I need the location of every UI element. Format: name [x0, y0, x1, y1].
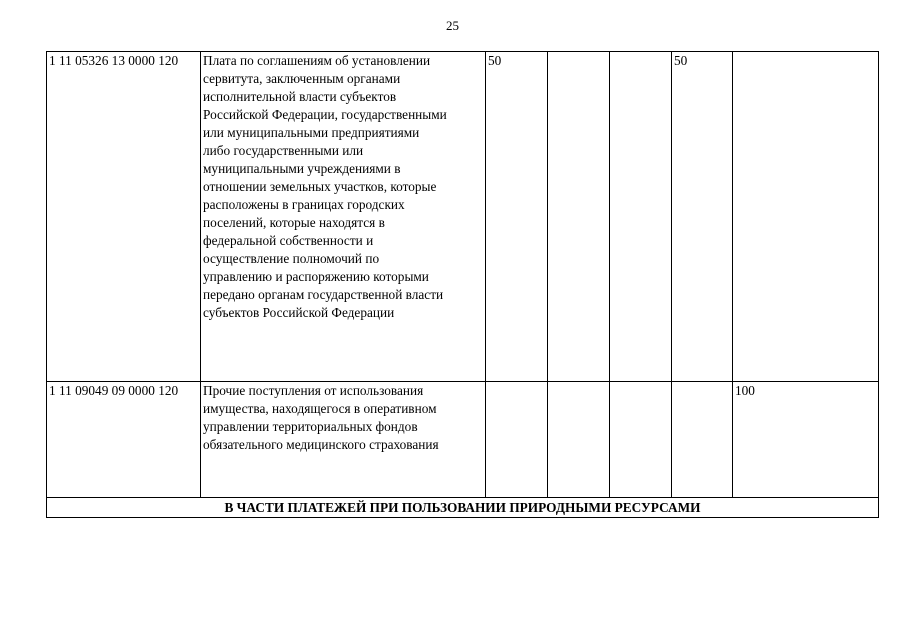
revenue-name-line: Российской Федерации, государственными: [203, 107, 447, 122]
budget-code-cell: 1 11 05326 13 0000 120: [47, 52, 201, 382]
value-cell: [548, 382, 610, 498]
revenue-name-line: управлению и распоряжению которыми: [203, 269, 429, 284]
value-cell: [548, 52, 610, 382]
value-cell: 100: [733, 382, 879, 498]
revenue-name-line: исполнительной власти субъектов: [203, 89, 397, 104]
value-cell: 50: [672, 52, 733, 382]
section-heading: В ЧАСТИ ПЛАТЕЖЕЙ ПРИ ПОЛЬЗОВАНИИ ПРИРОДНЫМИ РЕСУРСАМИ: [47, 498, 879, 518]
revenue-name-line: субъектов Российской Федерации: [203, 305, 395, 320]
budget-code-cell: 1 11 09049 09 0000 120: [47, 382, 201, 498]
revenue-name-line: федеральной собственности и: [203, 233, 374, 248]
revenue-name-line: управлении территориальных фондов: [203, 419, 418, 434]
revenue-name-line: расположены в границах городских: [203, 197, 405, 212]
revenue-name-line: Плата по соглашениям об установлении: [203, 53, 431, 68]
revenue-name-line: осуществление полномочий по: [203, 251, 380, 266]
revenue-name-line: отношении земельных участков, которые: [203, 179, 437, 194]
revenue-name-line: Прочие поступления от использования: [203, 383, 424, 398]
revenue-name-line: обязательного медицинского страхования: [203, 437, 439, 452]
value-cell: [733, 52, 879, 382]
value-cell: [486, 382, 548, 498]
revenue-name-cell: [201, 382, 486, 498]
value-cell: 50: [486, 52, 548, 382]
revenue-name-cell: [201, 52, 486, 382]
revenue-name-line: сервитута, заключенным органами: [203, 71, 401, 86]
page-number: 25: [446, 18, 459, 33]
value-cell: [672, 382, 733, 498]
budget-classification-table: [46, 51, 879, 518]
revenue-name-line: поселений, которые находятся в: [203, 215, 385, 230]
table-row: [47, 382, 879, 498]
value-cell: [610, 382, 672, 498]
revenue-name-line: муниципальными учреждениями в: [203, 161, 401, 176]
revenue-name-line: или муниципальными предприятиями: [203, 125, 420, 140]
value-cell: [610, 52, 672, 382]
revenue-name-line: либо государственными или: [203, 143, 364, 158]
section-heading-row: [47, 498, 879, 518]
table-row: [47, 52, 879, 382]
revenue-name-line: имущества, находящегося в оперативном: [203, 401, 437, 416]
revenue-name-line: передано органам государственной власти: [203, 287, 444, 302]
